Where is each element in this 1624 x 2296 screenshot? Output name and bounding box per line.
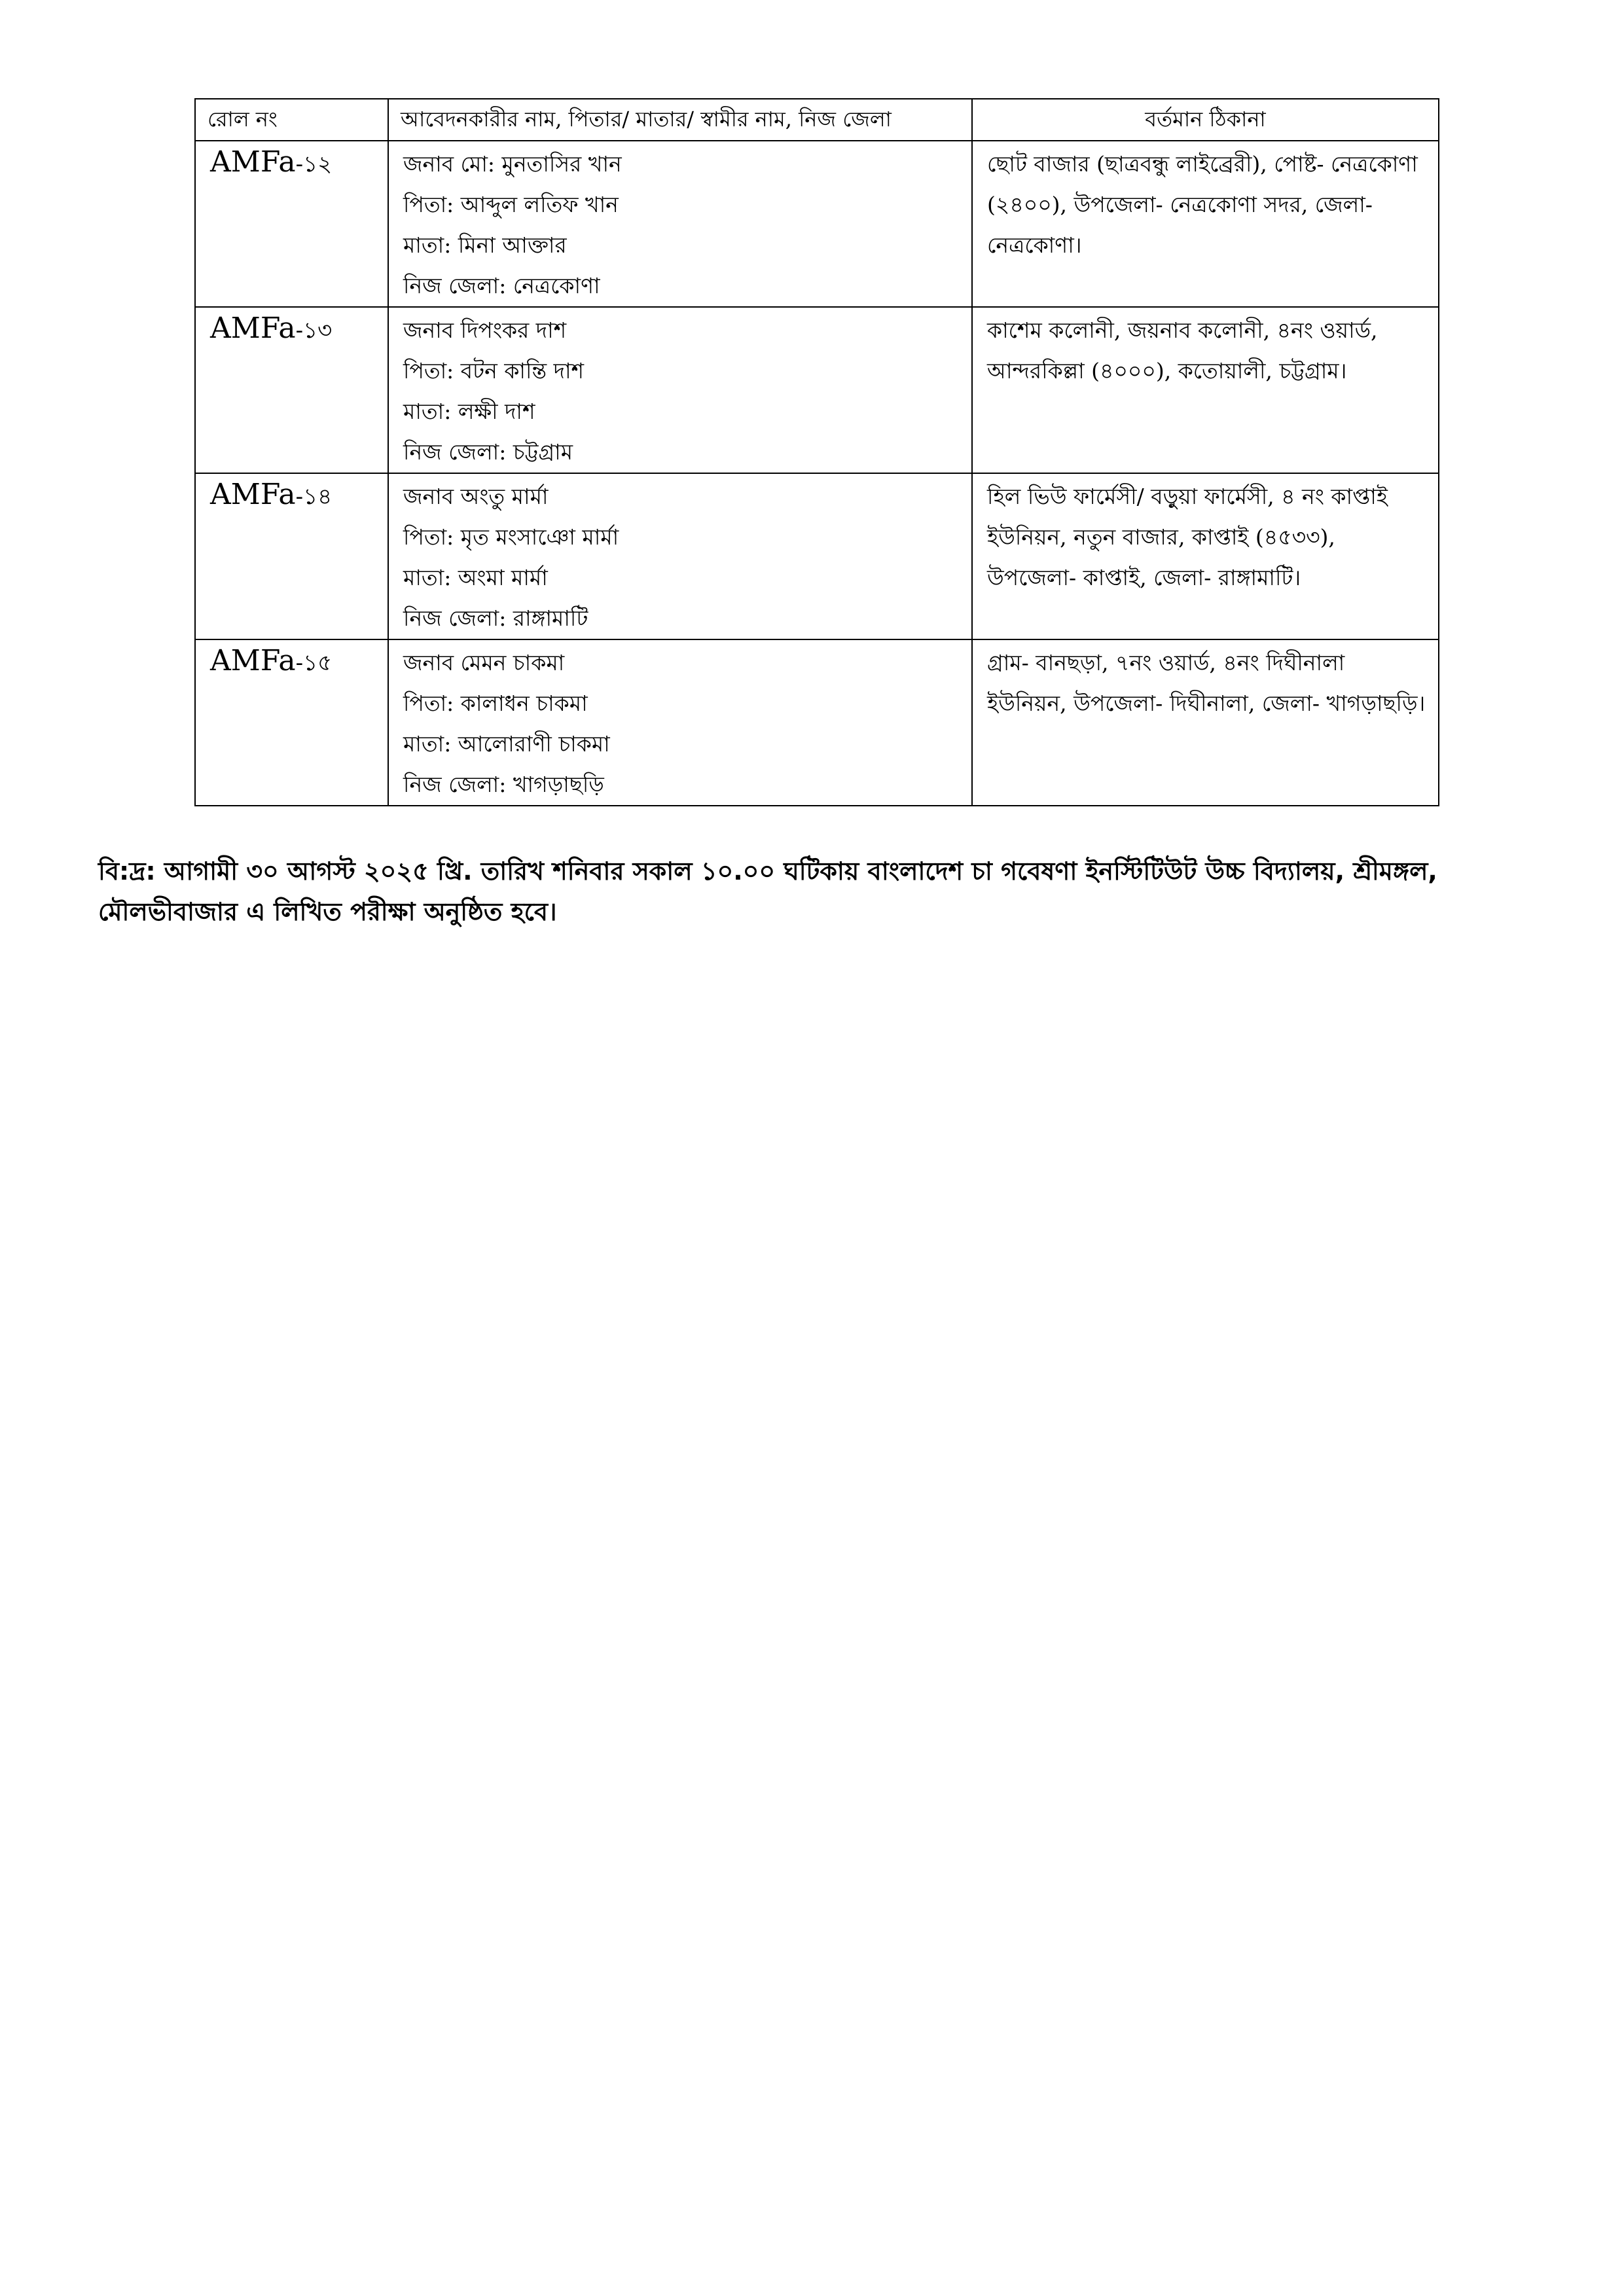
- applicant-name: জনাব অংতু মার্মা: [403, 484, 549, 509]
- roll-cell: [195, 473, 388, 639]
- table-row: [195, 473, 1439, 639]
- applicant-name: জনাব মো: মুনতাসির খান: [403, 151, 622, 177]
- applicant-address: কাশেম কলোনী, জয়নাব কলোনী, ৪নং ওয়ার্ড, আন্দরকিল্লা (৪০০০), কতোয়ালী, চট্টগ্রাম।: [987, 317, 1378, 384]
- header-applicant: আবেদনকারীর নাম, পিতার/ মাতার/ স্বামীর নাম, নিজ জেলা: [388, 99, 972, 141]
- applicant-address: গ্রাম- বানছড়া, ৭নং ওয়ার্ড, ৪নং দিঘীনালা ইউনিয়ন, উপজেলা- দিঘীনালা, জেলা- খাগড়াছড়ি।: [987, 650, 1426, 716]
- applicant-cell: [388, 141, 972, 307]
- header-roll: রোল নং: [195, 99, 388, 141]
- roll-number: -১২: [295, 151, 333, 177]
- table-row: [195, 141, 1439, 307]
- applicant-mother: মাতা: আলোরাণী চাকমা: [403, 731, 610, 757]
- exam-notice: বি:দ্র: আগামী ৩০ আগস্ট ২০২৫ খ্রি. তারিখ শনিবার সকাল ১০.০০ ঘটিকায় বাংলাদেশ চা গবেষণা ইনস্টিটিউট উচ্চ বিদ্যালয়, শ্রীমঙ্গল, মৌলভীবাজার এ লিখিত পরীক্ষা অনুষ্ঠিত হবে।: [98, 857, 1437, 926]
- applicant-father: পিতা: আব্দুল লতিফ খান: [403, 192, 619, 217]
- applicant-mother: মাতা: মিনা আক্তার: [403, 232, 567, 258]
- applicant-mother: মাতা: অংমা মার্মা: [403, 565, 548, 590]
- roll-number: -১৪: [295, 484, 333, 510]
- applicant-father: পিতা: বটন কান্তি দাশ: [403, 358, 585, 384]
- table-header-row: [195, 99, 1439, 141]
- address-cell: [972, 473, 1439, 639]
- roll-prefix: AMFa: [210, 644, 296, 677]
- address-cell: [972, 639, 1439, 806]
- applicant-district: নিজ জেলা: রাঙ্গামাটি: [403, 605, 588, 631]
- applicant-address: হিল ভিউ ফার্মেসী/ বড়ুয়া ফার্মেসী, ৪ নং কাপ্তাই ইউনিয়ন, নতুন বাজার, কাপ্তাই (৪৫৩৩), উপজেলা- কাপ্তাই, জেলা- রাঙ্গামাটি।: [987, 484, 1388, 590]
- header-address: বর্তমান ঠিকানা: [972, 99, 1439, 141]
- roll-cell: [195, 639, 388, 806]
- applicant-name: জনাব মেমন চাকমা: [403, 650, 565, 675]
- applicant-cell: [388, 639, 972, 806]
- applicant-district: নিজ জেলা: নেত্রকোণা: [403, 273, 600, 298]
- roll-number: -১৩: [295, 317, 333, 344]
- applicant-district: নিজ জেলা: চট্টগ্রাম: [403, 439, 573, 465]
- table-row: [195, 639, 1439, 806]
- applicant-name: জনাব দিপংকর দাশ: [403, 317, 567, 343]
- roll-prefix: AMFa: [210, 312, 296, 345]
- applicant-cell: [388, 473, 972, 639]
- applicant-address: ছোট বাজার (ছাত্রবন্ধু লাইব্রেরী), পোষ্ট- নেত্রকোণা (২৪০০), উপজেলা- নেত্রকোণা সদর, জেলা- নেত্রকোণা।: [987, 151, 1418, 258]
- address-cell: [972, 307, 1439, 473]
- applicant-cell: [388, 307, 972, 473]
- roll-cell: [195, 307, 388, 473]
- applicant-district: নিজ জেলা: খাগড়াছড়ি: [403, 772, 604, 797]
- roll-prefix: AMFa: [210, 478, 296, 511]
- address-cell: [972, 141, 1439, 307]
- table-row: [195, 307, 1439, 473]
- applicant-father: পিতা: মৃত মংসাঞো মার্মা: [403, 524, 619, 550]
- applicant-father: পিতা: কালাধন চাকমা: [403, 691, 588, 716]
- roll-number: -১৫: [295, 650, 333, 676]
- roll-cell: [195, 141, 388, 307]
- roll-prefix: AMFa: [210, 145, 296, 179]
- applicant-table: [194, 98, 1439, 806]
- applicant-mother: মাতা: লক্ষী দাশ: [403, 399, 535, 424]
